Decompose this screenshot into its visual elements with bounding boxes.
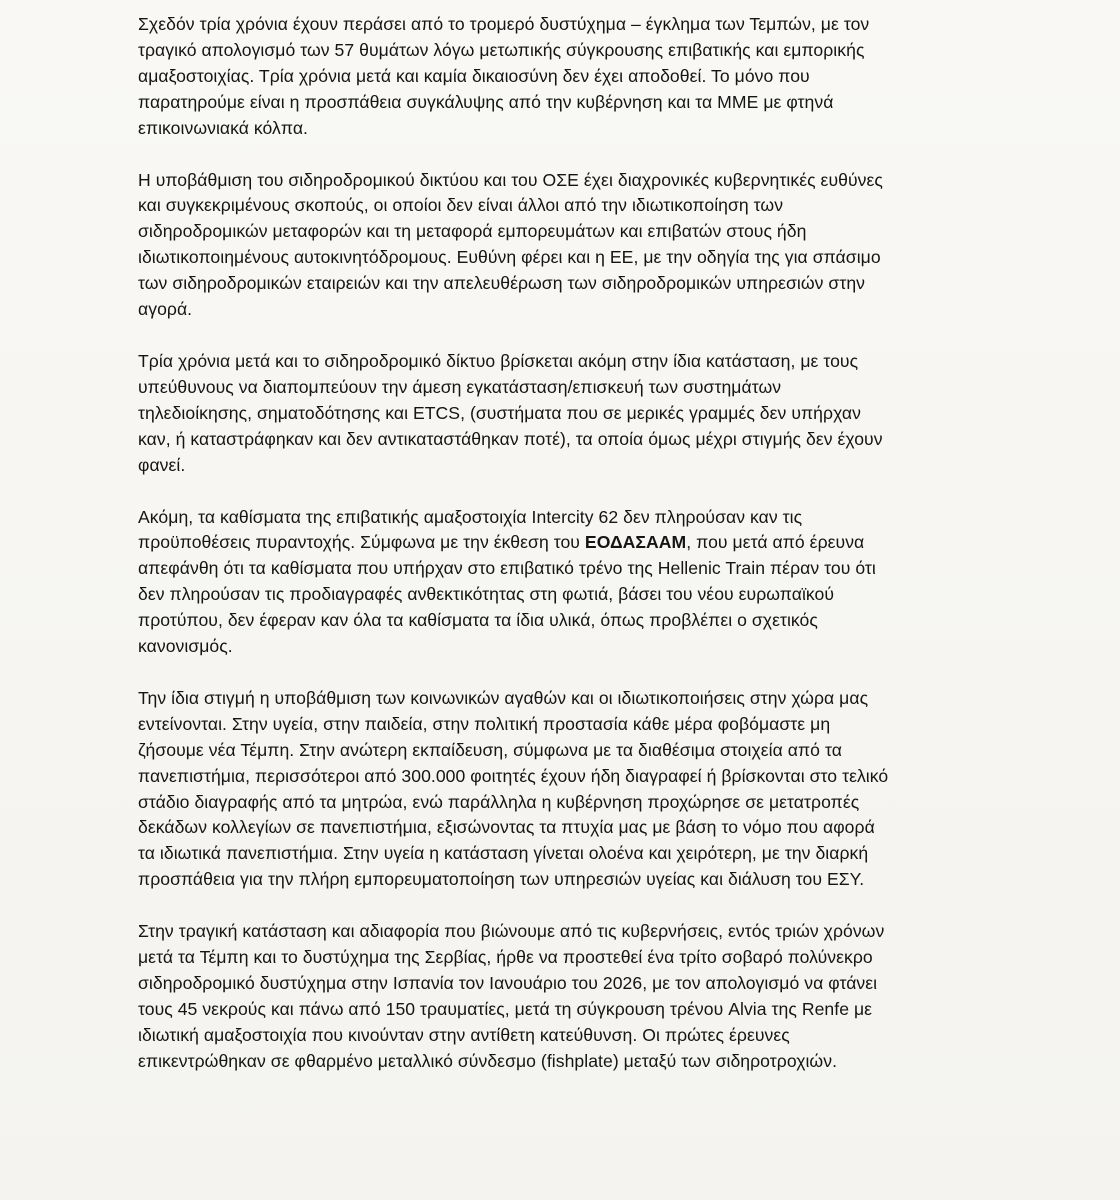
text-line: Την ίδια στιγμή η υποβάθμιση των κοινωνικών αγαθών και οι ιδιωτικοποιήσεις στην χώρα μας: [138, 687, 869, 708]
text-line: αμαξοστοιχίας. Τρία χρόνια μετά και καμία δικαιοσύνη δεν έχει αποδοθεί. Το μόνο που: [138, 65, 810, 86]
paragraph-3: [138, 349, 998, 479]
text-line: ιδιωτική αμαξοστοιχία που κινούνταν στην αντίθετη κατεύθυνση. Οι πρώτες έρευνες: [138, 1024, 790, 1045]
text-line: εντείνονται. Στην υγεία, στην παιδεία, στην πολιτική προστασία κάθε μέρα φοβόμαστε μη: [138, 713, 831, 734]
text-line: επικοινωνιακά κόλπα.: [138, 117, 308, 138]
text-line: δεκάδων κολλεγίων σε πανεπιστήμια, εξισώνοντας τα πτυχία μας με βάση το νόμο που αφορά: [138, 817, 875, 838]
text-line: δεν πληρούσαν τις προδιαγραφές ανθεκτικότητας στη φωτιά, βάσει του νέου ευρωπαϊκού: [138, 584, 835, 605]
text-segment: , που μετά από έρευνα: [686, 532, 865, 553]
text-line: τα ιδιωτικά πανεπιστήμια. Στην υγεία η κατάσταση γίνεται ολοένα και χειρότερη, με την διαρκή: [138, 843, 869, 864]
text-line: τραγικό απολογισμό των 57 θυμάτων λόγω μετωπικής σύγκρουσης επιβατικής και εμπορικής: [138, 39, 865, 60]
text-line: στάδιο διαγραφής από τα μητρώα, ενώ παράλληλα η κυβέρνηση προχώρησε σε μετατροπές: [138, 791, 860, 812]
text-line-with-bold: [138, 530, 998, 556]
text-line: ιδιωτικοποιημένους αυτοκινητόδρομους. Ευθύνη φέρει και η ΕΕ, με την οδηγία της για σπάσιμο: [138, 247, 881, 268]
text-line: προσπάθεια για την πλήρη εμπορευματοποίηση των υπηρεσιών υγείας και διάλυση του ΕΣΥ.: [138, 869, 865, 890]
text-line: σιδηροδρομικό δυστύχημα στην Ισπανία τον Ιανουάριο του 2026, με τον απολογισμό να φτάνει: [138, 973, 878, 993]
paragraph-2: [138, 168, 998, 323]
text-line: και συγκεκριμένους σκοπούς, οι οποίοι δεν είναι άλλοι από την ιδιωτικοποίηση των: [138, 195, 784, 216]
text-line: Η υποβάθμιση του σιδηροδρομικού δικτύου και του ΟΣΕ έχει διαχρονικές κυβερνητικές ευθύνες: [138, 169, 883, 190]
text-line: παρατηρούμε είναι η προσπάθεια συγκάλυψης από την κυβέρνηση και τα ΜΜΕ με φτηνά: [138, 91, 834, 112]
text-line: Σχεδόν τρία χρόνια έχουν περάσει από το τρομερό δυστύχημα – έγκλημα των Τεμπών, με τον: [138, 14, 870, 34]
paragraph-5: [138, 686, 998, 893]
text-line: αγορά.: [138, 299, 193, 320]
text-line: επικεντρώθηκαν σε φθαρμένο μεταλλικό σύνδεσμο (fishplate) μεταξύ των σιδηροτροχιών.: [138, 1050, 838, 1071]
text-line: υπεύθυνους να διαπομπεύουν την άμεση εγκατάσταση/επισκευή των συστημάτων: [138, 376, 782, 397]
text-line: τους 45 νεκρούς και πάνω από 150 τραυματίες, μετά τη σύγκρουση τρένου Alvia της Renfe με: [138, 998, 873, 1019]
paragraph-1: [138, 12, 998, 142]
text-line: πανεπιστήμια, περισσότεροι από 300.000 φοιτητές έχουν ήδη διαγραφεί ή βρίσκονται στο τελικό: [138, 765, 889, 786]
text-segment: προϋποθέσεις πυραντοχής. Σύμφωνα με την έκθεση του: [138, 532, 585, 553]
text-line: προτύπου, δεν έφεραν καν όλα τα καθίσματα τα ίδια υλικά, όπως προβλέπει ο σχετικός: [138, 610, 818, 631]
text-line: φανεί.: [138, 454, 186, 475]
text-line: Τρία χρόνια μετά και το σιδηροδρομικό δίκτυο βρίσκεται ακόμη στην ίδια κατάσταση, με τους: [138, 350, 859, 371]
agency-name-bold: ΕΟΔΑΣΑΑΜ: [584, 532, 687, 553]
text-line: σιδηροδρομικών μεταφορών και τη μεταφορά εμπορευμάτων και επιβατών στους ήδη: [138, 221, 807, 242]
text-line: ζήσουμε νέα Τέμπη. Στην ανώτερη εκπαίδευση, σύμφωνα με τα διαθέσιμα στοιχεία από τα: [138, 739, 842, 760]
text-line: των σιδηροδρομικών εταιρειών και την απελευθέρωση των σιδηροδρομικών υπηρεσιών στην: [138, 273, 866, 294]
text-line: Ακόμη, τα καθίσματα της επιβατικής αμαξοστοιχία Intercity 62 δεν πληρούσαν καν τις: [138, 506, 803, 527]
text-line: καν, ή καταστράφηκαν και δεν αντικαταστάθηκαν ποτέ), τα οποία όμως μέχρι στιγμής δεν έχουν: [138, 428, 883, 449]
text-line: κανονισμός.: [138, 636, 233, 657]
paragraph-4: [138, 505, 998, 660]
text-line: μετά τα Τέμπη και το δυστύχημα της Σερβίας, ήρθε να προστεθεί ένα τρίτο σοβαρό πολύνεκρο: [138, 947, 873, 968]
text-line: Στην τραγική κατάσταση και αδιαφορία που βιώνουμε από τις κυβερνήσεις, εντός τριών χρόνων: [138, 921, 885, 942]
text-line: τηλεδιοίκησης, σηματοδότησης και ETCS, (συστήματα που σε μερικές γραμμές δεν υπήρχαν: [138, 402, 861, 423]
document-body: [138, 12, 998, 1101]
text-line: απεφάνθη ότι τα καθίσματα που υπήρχαν στο επιβατικό τρένο της Hellenic Train πέραν του ότι: [138, 558, 876, 579]
paragraph-6: [138, 919, 998, 1074]
